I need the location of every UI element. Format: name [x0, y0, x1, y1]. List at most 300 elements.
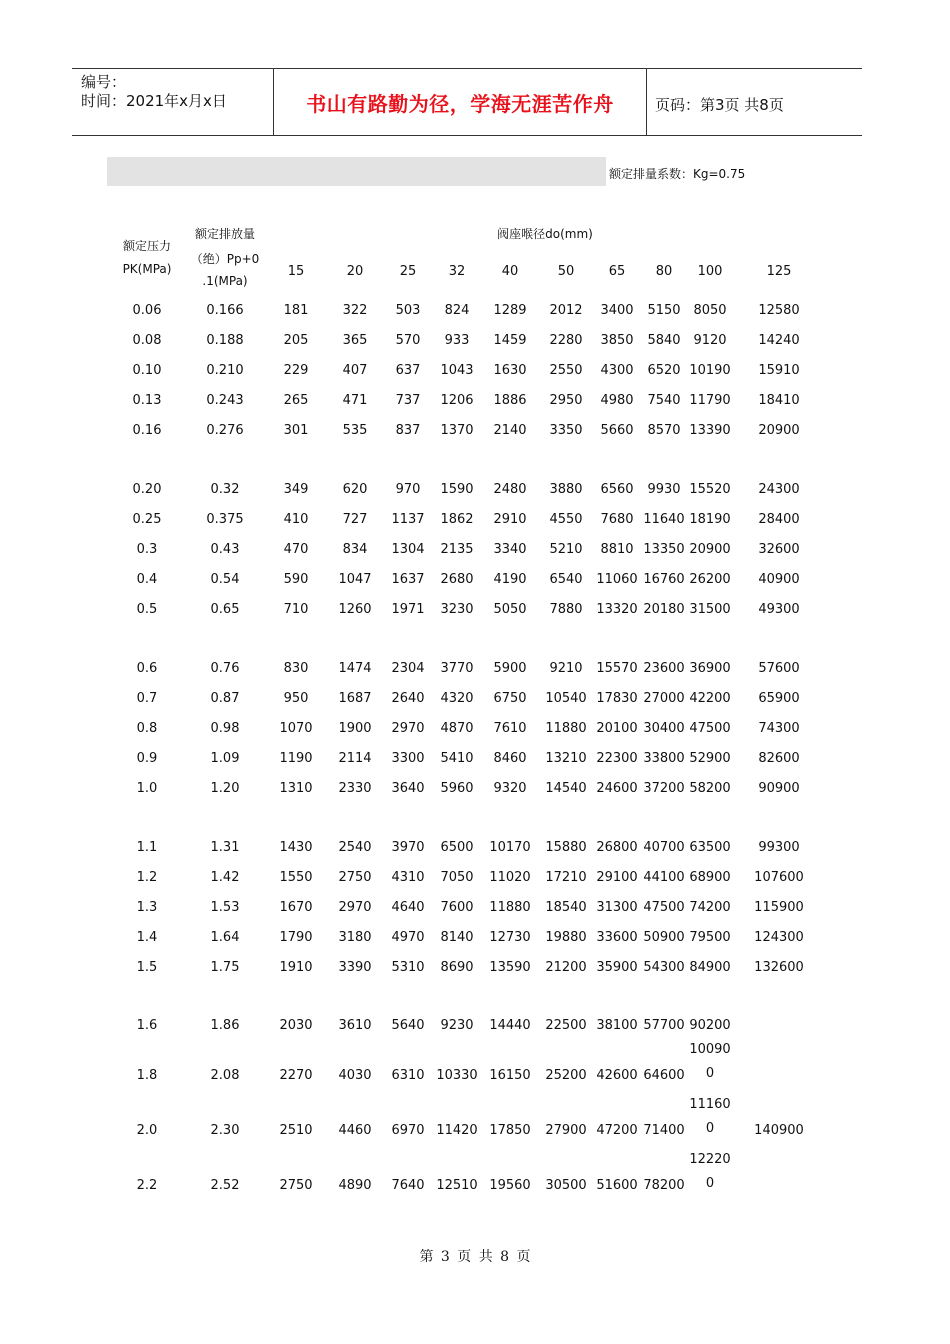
capacity-cell: 4460: [338, 1123, 372, 1138]
capacity-cell: 9210: [549, 661, 583, 676]
capacity-cell: 11640: [643, 512, 685, 527]
capacity-cell: 637: [395, 363, 421, 378]
discharge-cell: 2.08: [210, 1068, 240, 1083]
header-diameter: 65: [608, 264, 626, 279]
discharge-cell: 0.375: [206, 512, 244, 527]
capacity-cell: 18190: [689, 512, 731, 527]
capacity-cell: 1289: [493, 303, 527, 318]
capacity-cell: 1137: [391, 512, 425, 527]
capacity-cell: 18540: [545, 900, 587, 915]
pressure-cell: 1.8: [136, 1068, 158, 1083]
discharge-cell: 1.75: [210, 960, 240, 975]
capacity-cell: 6520: [647, 363, 681, 378]
capacity-cell: 47200: [596, 1123, 638, 1138]
capacity-cell: 12580: [758, 303, 800, 318]
pressure-cell: 1.2: [136, 870, 158, 885]
discharge-cell: 2.30: [210, 1123, 240, 1138]
capacity-cell: 1550: [279, 870, 313, 885]
pressure-cell: 0.5: [136, 602, 158, 617]
capacity-cell: 58200: [689, 781, 731, 796]
capacity-cell: 10330: [436, 1068, 478, 1083]
capacity-cell: 1206: [440, 393, 474, 408]
capacity-cell: 4300: [600, 363, 634, 378]
pressure-cell: 1.4: [136, 930, 158, 945]
discharge-coefficient: 额定排量系数：Kg=0.75: [609, 167, 746, 181]
capacity-cell: 49300: [758, 602, 800, 617]
capacity-cell: 1790: [279, 930, 313, 945]
capacity-cell: 2030: [279, 1018, 313, 1033]
capacity-cell: 0: [705, 1066, 715, 1081]
capacity-cell: 3180: [338, 930, 372, 945]
capacity-cell: 1630: [493, 363, 527, 378]
capacity-cell: 1459: [493, 333, 527, 348]
capacity-cell: 25200: [545, 1068, 587, 1083]
capacity-cell: 6750: [493, 691, 527, 706]
capacity-cell: 3230: [440, 602, 474, 617]
capacity-cell: 35900: [596, 960, 638, 975]
capacity-cell: 2750: [338, 870, 372, 885]
capacity-cell: 11060: [596, 572, 638, 587]
capacity-cell: 115900: [754, 900, 804, 915]
capacity-cell: 2640: [391, 691, 425, 706]
capacity-cell: 8810: [600, 542, 634, 557]
capacity-cell: 590: [283, 572, 309, 587]
capacity-cell: 4190: [493, 572, 527, 587]
capacity-cell: 124300: [754, 930, 804, 945]
header-discharge: 额定排放量: [194, 227, 256, 241]
capacity-cell: 4550: [549, 512, 583, 527]
capacity-cell: 20900: [758, 423, 800, 438]
pressure-cell: 0.6: [136, 661, 158, 676]
capacity-cell: 7880: [549, 602, 583, 617]
capacity-cell: 10540: [545, 691, 587, 706]
capacity-cell: 3340: [493, 542, 527, 557]
header-diameter: 80: [655, 264, 673, 279]
capacity-cell: 7680: [600, 512, 634, 527]
capacity-cell: 3970: [391, 840, 425, 855]
capacity-cell: 1886: [493, 393, 527, 408]
capacity-cell: 20100: [596, 721, 638, 736]
page-footer: 第 3 页 共 8 页: [419, 1249, 531, 1265]
capacity-cell: 3400: [600, 303, 634, 318]
capacity-cell: 4320: [440, 691, 474, 706]
pressure-cell: 1.0: [136, 781, 158, 796]
capacity-cell: 6970: [391, 1123, 425, 1138]
pressure-cell: 0.10: [132, 363, 162, 378]
capacity-cell: 32600: [758, 542, 800, 557]
capacity-cell: 830: [283, 661, 309, 676]
capacity-cell: 20900: [689, 542, 731, 557]
capacity-cell: 5840: [647, 333, 681, 348]
capacity-cell: 64600: [643, 1068, 685, 1083]
discharge-cell: 0.32: [210, 482, 240, 497]
capacity-cell: 13390: [689, 423, 731, 438]
capacity-cell: 1971: [391, 602, 425, 617]
capacity-cell: 13320: [596, 602, 638, 617]
capacity-cell: 99300: [758, 840, 800, 855]
capacity-cell: 6560: [600, 482, 634, 497]
capacity-cell: 65900: [758, 691, 800, 706]
discharge-cell: 0.54: [210, 572, 240, 587]
capacity-cell: 40700: [643, 840, 685, 855]
capacity-cell: 47500: [643, 900, 685, 915]
pressure-cell: 1.3: [136, 900, 158, 915]
capacity-cell: 2910: [493, 512, 527, 527]
discharge-cell: 0.243: [206, 393, 244, 408]
discharge-cell: 0.65: [210, 602, 240, 617]
page-indicator: 页码：第3页 共8页: [655, 96, 784, 114]
capacity-cell: 970: [395, 482, 421, 497]
capacity-cell: 10090: [689, 1042, 731, 1057]
capacity-cell: 265: [283, 393, 309, 408]
capacity-cell: 15570: [596, 661, 638, 676]
header-diameter: 25: [399, 264, 417, 279]
discharge-cell: 1.31: [210, 840, 240, 855]
capacity-cell: 1910: [279, 960, 313, 975]
discharge-cell: 1.86: [210, 1018, 240, 1033]
capacity-cell: 4640: [391, 900, 425, 915]
capacity-cell: 22500: [545, 1018, 587, 1033]
capacity-cell: 78200: [643, 1178, 685, 1193]
capacity-cell: 2135: [440, 542, 474, 557]
capacity-cell: 2680: [440, 572, 474, 587]
pressure-cell: 0.4: [136, 572, 158, 587]
capacity-cell: 24600: [596, 781, 638, 796]
capacity-cell: 7050: [440, 870, 474, 885]
capacity-cell: 9120: [693, 333, 727, 348]
capacity-cell: 10190: [689, 363, 731, 378]
capacity-cell: 17210: [545, 870, 587, 885]
capacity-cell: 5660: [600, 423, 634, 438]
capacity-cell: 3300: [391, 751, 425, 766]
capacity-cell: 834: [342, 542, 368, 557]
capacity-cell: 13350: [643, 542, 685, 557]
header-diameter-title: 阀座喉径do(mm): [497, 227, 593, 241]
discharge-cell: 1.09: [210, 751, 240, 766]
capacity-cell: 407: [342, 363, 368, 378]
capacity-cell: 16150: [489, 1068, 531, 1083]
capacity-cell: 3770: [440, 661, 474, 676]
pressure-cell: 1.1: [136, 840, 158, 855]
capacity-cell: 23600: [643, 661, 685, 676]
capacity-cell: 11020: [489, 870, 531, 885]
capacity-cell: 0: [705, 1121, 715, 1136]
capacity-cell: 74300: [758, 721, 800, 736]
capacity-cell: 37200: [643, 781, 685, 796]
discharge-cell: 2.52: [210, 1178, 240, 1193]
capacity-cell: 301: [283, 423, 309, 438]
header-pressure: PK(MPa): [122, 262, 172, 276]
capacity-cell: 12220: [689, 1152, 731, 1167]
capacity-cell: 7540: [647, 393, 681, 408]
capacity-cell: 2480: [493, 482, 527, 497]
capacity-cell: 205: [283, 333, 309, 348]
capacity-cell: 33600: [596, 930, 638, 945]
capacity-cell: 2304: [391, 661, 425, 676]
header-discharge: （绝）Pp+0: [190, 252, 260, 266]
capacity-cell: 8690: [440, 960, 474, 975]
pressure-cell: 0.25: [132, 512, 162, 527]
capacity-cell: 0: [705, 1176, 715, 1191]
header-diameter: 15: [287, 264, 305, 279]
discharge-cell: 0.166: [206, 303, 244, 318]
capacity-cell: 12730: [489, 930, 531, 945]
capacity-cell: 7640: [391, 1178, 425, 1193]
capacity-cell: 2330: [338, 781, 372, 796]
capacity-cell: 2550: [549, 363, 583, 378]
capacity-cell: 6500: [440, 840, 474, 855]
capacity-cell: 17830: [596, 691, 638, 706]
discharge-cell: 0.210: [206, 363, 244, 378]
capacity-cell: 26200: [689, 572, 731, 587]
header-diameter: 32: [448, 264, 466, 279]
capacity-cell: 5150: [647, 303, 681, 318]
pressure-cell: 0.8: [136, 721, 158, 736]
capacity-cell: 79500: [689, 930, 731, 945]
capacity-cell: 1900: [338, 721, 372, 736]
header-divider: [646, 68, 647, 135]
discharge-cell: 1.42: [210, 870, 240, 885]
capacity-cell: 2280: [549, 333, 583, 348]
capacity-cell: 13590: [489, 960, 531, 975]
capacity-cell: 470: [283, 542, 309, 557]
capacity-cell: 950: [283, 691, 309, 706]
capacity-cell: 2270: [279, 1068, 313, 1083]
capacity-cell: 4980: [600, 393, 634, 408]
pressure-cell: 0.06: [132, 303, 162, 318]
header-diameter: 125: [766, 264, 792, 279]
capacity-cell: 17850: [489, 1123, 531, 1138]
doc-code-label: 编号：: [81, 73, 127, 91]
capacity-cell: 71400: [643, 1123, 685, 1138]
capacity-cell: 28400: [758, 512, 800, 527]
capacity-cell: 8050: [693, 303, 727, 318]
pressure-cell: 0.13: [132, 393, 162, 408]
capacity-cell: 84900: [689, 960, 731, 975]
capacity-cell: 322: [342, 303, 368, 318]
capacity-cell: 7600: [440, 900, 474, 915]
capacity-cell: 1637: [391, 572, 425, 587]
capacity-cell: 365: [342, 333, 368, 348]
capacity-cell: 140900: [754, 1123, 804, 1138]
capacity-cell: 19560: [489, 1178, 531, 1193]
capacity-cell: 11790: [689, 393, 731, 408]
capacity-cell: 5310: [391, 960, 425, 975]
capacity-cell: 3390: [338, 960, 372, 975]
capacity-cell: 40900: [758, 572, 800, 587]
capacity-cell: 349: [283, 482, 309, 497]
capacity-cell: 68900: [689, 870, 731, 885]
capacity-cell: 1474: [338, 661, 372, 676]
capacity-cell: 5410: [440, 751, 474, 766]
capacity-cell: 1304: [391, 542, 425, 557]
pressure-cell: 0.9: [136, 751, 158, 766]
capacity-cell: 13210: [545, 751, 587, 766]
capacity-cell: 2540: [338, 840, 372, 855]
capacity-cell: 24300: [758, 482, 800, 497]
capacity-cell: 82600: [758, 751, 800, 766]
discharge-cell: 0.43: [210, 542, 240, 557]
capacity-cell: 4970: [391, 930, 425, 945]
capacity-cell: 2012: [549, 303, 583, 318]
capacity-cell: 10170: [489, 840, 531, 855]
capacity-cell: 2950: [549, 393, 583, 408]
capacity-cell: 2510: [279, 1123, 313, 1138]
header-motto: 书山有路勤为径，学海无涯苦作舟: [306, 92, 614, 116]
capacity-cell: 11420: [436, 1123, 478, 1138]
header-pressure: 额定压力: [122, 239, 172, 253]
capacity-cell: 535: [342, 423, 368, 438]
pressure-cell: 0.3: [136, 542, 158, 557]
capacity-cell: 52900: [689, 751, 731, 766]
capacity-cell: 471: [342, 393, 368, 408]
capacity-cell: 30400: [643, 721, 685, 736]
capacity-cell: 2140: [493, 423, 527, 438]
capacity-cell: 229: [283, 363, 309, 378]
capacity-cell: 5960: [440, 781, 474, 796]
capacity-cell: 47500: [689, 721, 731, 736]
discharge-cell: 1.64: [210, 930, 240, 945]
title-bar: [107, 157, 606, 186]
header-diameter: 100: [697, 264, 723, 279]
capacity-cell: 107600: [754, 870, 804, 885]
capacity-cell: 14240: [758, 333, 800, 348]
capacity-cell: 44100: [643, 870, 685, 885]
capacity-cell: 54300: [643, 960, 685, 975]
capacity-cell: 57600: [758, 661, 800, 676]
capacity-cell: 824: [444, 303, 470, 318]
capacity-cell: 63500: [689, 840, 731, 855]
capacity-cell: 1430: [279, 840, 313, 855]
capacity-cell: 31300: [596, 900, 638, 915]
capacity-cell: 9320: [493, 781, 527, 796]
capacity-cell: 22300: [596, 751, 638, 766]
capacity-cell: 3640: [391, 781, 425, 796]
capacity-cell: 4890: [338, 1178, 372, 1193]
capacity-cell: 16760: [643, 572, 685, 587]
header-discharge: .1(MPa): [202, 274, 248, 288]
capacity-cell: 42200: [689, 691, 731, 706]
capacity-cell: 3880: [549, 482, 583, 497]
header-top-rule: [72, 68, 862, 69]
capacity-cell: 9930: [647, 482, 681, 497]
capacity-cell: 1687: [338, 691, 372, 706]
capacity-cell: 4870: [440, 721, 474, 736]
capacity-cell: 6540: [549, 572, 583, 587]
capacity-cell: 42600: [596, 1068, 638, 1083]
discharge-cell: 1.53: [210, 900, 240, 915]
capacity-cell: 90200: [689, 1018, 731, 1033]
discharge-cell: 0.87: [210, 691, 240, 706]
capacity-cell: 1310: [279, 781, 313, 796]
capacity-cell: 2970: [391, 721, 425, 736]
capacity-cell: 9230: [440, 1018, 474, 1033]
capacity-cell: 1670: [279, 900, 313, 915]
pressure-cell: 1.6: [136, 1018, 158, 1033]
capacity-cell: 20180: [643, 602, 685, 617]
discharge-cell: 0.76: [210, 661, 240, 676]
capacity-cell: 27900: [545, 1123, 587, 1138]
capacity-cell: 933: [444, 333, 470, 348]
pressure-cell: 0.08: [132, 333, 162, 348]
capacity-cell: 8140: [440, 930, 474, 945]
pressure-cell: 0.16: [132, 423, 162, 438]
capacity-cell: 1590: [440, 482, 474, 497]
pressure-cell: 2.2: [136, 1178, 158, 1193]
header-diameter: 20: [346, 264, 364, 279]
capacity-cell: 50900: [643, 930, 685, 945]
capacity-cell: 1047: [338, 572, 372, 587]
capacity-cell: 1260: [338, 602, 372, 617]
header-diameter: 40: [501, 264, 519, 279]
capacity-cell: 710: [283, 602, 309, 617]
capacity-cell: 26800: [596, 840, 638, 855]
pressure-cell: 2.0: [136, 1123, 158, 1138]
capacity-cell: 15880: [545, 840, 587, 855]
header-bottom-rule: [72, 135, 862, 136]
capacity-cell: 727: [342, 512, 368, 527]
capacity-cell: 7610: [493, 721, 527, 736]
capacity-cell: 74200: [689, 900, 731, 915]
capacity-cell: 31500: [689, 602, 731, 617]
capacity-cell: 15520: [689, 482, 731, 497]
capacity-cell: 21200: [545, 960, 587, 975]
capacity-cell: 6310: [391, 1068, 425, 1083]
capacity-cell: 14540: [545, 781, 587, 796]
capacity-cell: 503: [395, 303, 421, 318]
capacity-cell: 5210: [549, 542, 583, 557]
header-diameter: 50: [557, 264, 575, 279]
capacity-cell: 737: [395, 393, 421, 408]
capacity-cell: 3610: [338, 1018, 372, 1033]
discharge-cell: 1.20: [210, 781, 240, 796]
capacity-cell: 8460: [493, 751, 527, 766]
capacity-cell: 33800: [643, 751, 685, 766]
capacity-cell: 57700: [643, 1018, 685, 1033]
capacity-cell: 14440: [489, 1018, 531, 1033]
capacity-cell: 1862: [440, 512, 474, 527]
capacity-cell: 11880: [545, 721, 587, 736]
capacity-cell: 1043: [440, 363, 474, 378]
capacity-cell: 4310: [391, 870, 425, 885]
pressure-cell: 0.20: [132, 482, 162, 497]
capacity-cell: 620: [342, 482, 368, 497]
capacity-cell: 4030: [338, 1068, 372, 1083]
capacity-cell: 90900: [758, 781, 800, 796]
capacity-cell: 2114: [338, 751, 372, 766]
capacity-cell: 5050: [493, 602, 527, 617]
capacity-cell: 29100: [596, 870, 638, 885]
capacity-cell: 36900: [689, 661, 731, 676]
capacity-cell: 15910: [758, 363, 800, 378]
capacity-cell: 11160: [689, 1097, 731, 1112]
doc-time-label: 时间：2021年x月x日: [81, 92, 227, 110]
capacity-cell: 3350: [549, 423, 583, 438]
capacity-cell: 27000: [643, 691, 685, 706]
capacity-cell: 1190: [279, 751, 313, 766]
pressure-cell: 0.7: [136, 691, 158, 706]
discharge-cell: 0.98: [210, 721, 240, 736]
capacity-cell: 5640: [391, 1018, 425, 1033]
capacity-cell: 19880: [545, 930, 587, 945]
capacity-cell: 3850: [600, 333, 634, 348]
capacity-cell: 5900: [493, 661, 527, 676]
capacity-cell: 38100: [596, 1018, 638, 1033]
capacity-cell: 2750: [279, 1178, 313, 1193]
capacity-cell: 132600: [754, 960, 804, 975]
discharge-cell: 0.188: [206, 333, 244, 348]
capacity-cell: 837: [395, 423, 421, 438]
